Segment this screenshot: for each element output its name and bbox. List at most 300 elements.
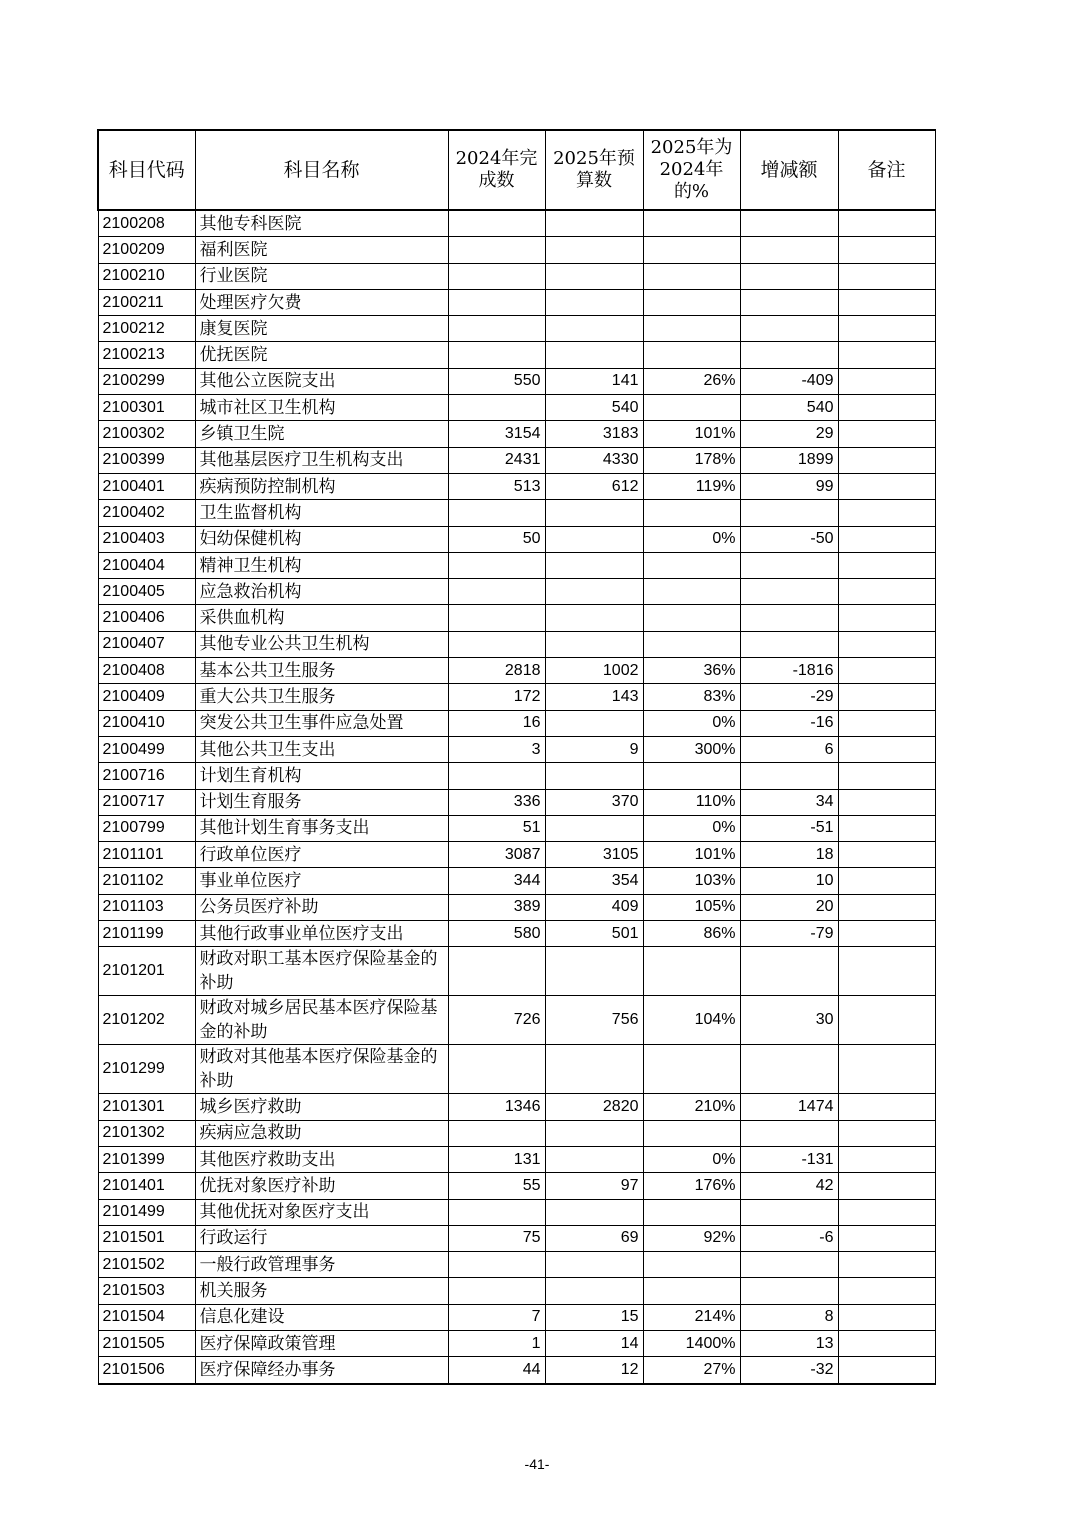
- cell-actual-2024: 131: [448, 1146, 545, 1172]
- cell-ratio: 83%: [643, 684, 740, 710]
- cell-code: 2100799: [98, 815, 195, 841]
- cell-budget-2025: [545, 710, 643, 736]
- cell-budget-2025: 612: [545, 473, 643, 499]
- cell-name: 城市社区卫生机构: [195, 395, 448, 421]
- cell-name: 其他医疗救助支出: [195, 1146, 448, 1172]
- cell-ratio: 27%: [643, 1357, 740, 1384]
- cell-change: 29: [740, 421, 838, 447]
- cell-actual-2024: 344: [448, 868, 545, 894]
- cell-code: 2101504: [98, 1304, 195, 1330]
- table-row: [98, 552, 935, 578]
- cell-actual-2024: 16: [448, 710, 545, 736]
- table-row: [98, 342, 935, 368]
- table-row: [98, 947, 935, 996]
- cell-name: 重大公共卫生服务: [195, 684, 448, 710]
- cell-actual-2024: [448, 289, 545, 315]
- cell-name: 一般行政管理事务: [195, 1252, 448, 1278]
- table-row: [98, 1304, 935, 1330]
- cell-name: 优抚对象医疗补助: [195, 1173, 448, 1199]
- cell-change: [740, 1120, 838, 1146]
- cell-actual-2024: [448, 1120, 545, 1146]
- header-code: 科目代码: [98, 130, 195, 210]
- cell-name: 其他行政事业单位医疗支出: [195, 921, 448, 947]
- cell-code: 2100301: [98, 395, 195, 421]
- cell-actual-2024: 580: [448, 921, 545, 947]
- cell-budget-2025: [545, 763, 643, 789]
- cell-remark: [838, 263, 935, 289]
- cell-remark: [838, 894, 935, 920]
- cell-actual-2024: [448, 1252, 545, 1278]
- cell-code: 2101506: [98, 1357, 195, 1384]
- table-row: [98, 710, 935, 736]
- cell-remark: [838, 421, 935, 447]
- table-row: [98, 605, 935, 631]
- cell-actual-2024: [448, 605, 545, 631]
- cell-actual-2024: 1: [448, 1330, 545, 1356]
- cell-code: 2101499: [98, 1199, 195, 1225]
- cell-budget-2025: [545, 500, 643, 526]
- cell-budget-2025: 69: [545, 1225, 643, 1251]
- cell-ratio: 0%: [643, 815, 740, 841]
- cell-budget-2025: [545, 552, 643, 578]
- cell-ratio: [643, 763, 740, 789]
- cell-actual-2024: [448, 552, 545, 578]
- cell-code: 2100408: [98, 658, 195, 684]
- cell-remark: [838, 526, 935, 552]
- table-row: [98, 894, 935, 920]
- cell-change: 42: [740, 1173, 838, 1199]
- cell-budget-2025: 9: [545, 736, 643, 762]
- cell-change: -29: [740, 684, 838, 710]
- cell-code: 2100409: [98, 684, 195, 710]
- cell-code: 2101101: [98, 842, 195, 868]
- table-row: [98, 1357, 935, 1384]
- header-name: 科目名称: [195, 130, 448, 210]
- cell-remark: [838, 447, 935, 473]
- cell-name: 计划生育机构: [195, 763, 448, 789]
- cell-code: 2101302: [98, 1120, 195, 1146]
- cell-name: 其他公共卫生支出: [195, 736, 448, 762]
- cell-code: 2100499: [98, 736, 195, 762]
- table-row: [98, 473, 935, 499]
- cell-actual-2024: 51: [448, 815, 545, 841]
- cell-actual-2024: [448, 316, 545, 342]
- cell-change: [740, 237, 838, 263]
- cell-remark: [838, 1146, 935, 1172]
- cell-name: 财政对城乡居民基本医疗保险基金的补助: [195, 996, 448, 1045]
- table-row: [98, 763, 935, 789]
- cell-remark: [838, 1094, 935, 1120]
- cell-actual-2024: 513: [448, 473, 545, 499]
- cell-name: 其他基层医疗卫生机构支出: [195, 447, 448, 473]
- cell-name: 精神卫生机构: [195, 552, 448, 578]
- cell-budget-2025: [545, 526, 643, 552]
- cell-change: [740, 1199, 838, 1225]
- cell-code: 2100405: [98, 579, 195, 605]
- table-row: [98, 526, 935, 552]
- cell-change: [740, 1252, 838, 1278]
- table-row: [98, 500, 935, 526]
- cell-ratio: [643, 579, 740, 605]
- cell-name: 福利医院: [195, 237, 448, 263]
- cell-change: 8: [740, 1304, 838, 1330]
- cell-ratio: 86%: [643, 921, 740, 947]
- cell-remark: [838, 1199, 935, 1225]
- cell-name: 其他专科医院: [195, 210, 448, 237]
- cell-code: 2101199: [98, 921, 195, 947]
- cell-change: [740, 631, 838, 657]
- cell-ratio: [643, 395, 740, 421]
- cell-change: -79: [740, 921, 838, 947]
- cell-remark: [838, 631, 935, 657]
- cell-change: [740, 605, 838, 631]
- cell-name: 医疗保障经办事务: [195, 1357, 448, 1384]
- table-row: [98, 921, 935, 947]
- cell-name: 突发公共卫生事件应急处置: [195, 710, 448, 736]
- cell-budget-2025: [545, 1120, 643, 1146]
- cell-budget-2025: [545, 237, 643, 263]
- cell-name: 财政对其他基本医疗保险基金的补助: [195, 1045, 448, 1094]
- table-row: [98, 1045, 935, 1094]
- cell-ratio: [643, 263, 740, 289]
- cell-name: 处理医疗欠费: [195, 289, 448, 315]
- cell-name: 妇幼保健机构: [195, 526, 448, 552]
- cell-ratio: 103%: [643, 868, 740, 894]
- cell-budget-2025: [545, 316, 643, 342]
- cell-name: 乡镇卫生院: [195, 421, 448, 447]
- cell-budget-2025: [545, 1045, 643, 1094]
- cell-budget-2025: [545, 210, 643, 237]
- table-row: [98, 815, 935, 841]
- cell-name: 其他专业公共卫生机构: [195, 631, 448, 657]
- cell-name: 应急救治机构: [195, 579, 448, 605]
- cell-name: 行业医院: [195, 263, 448, 289]
- cell-remark: [838, 684, 935, 710]
- cell-name: 基本公共卫生服务: [195, 658, 448, 684]
- cell-name: 行政单位医疗: [195, 842, 448, 868]
- cell-ratio: [643, 316, 740, 342]
- cell-name: 事业单位医疗: [195, 868, 448, 894]
- cell-actual-2024: [448, 947, 545, 996]
- cell-change: 1899: [740, 447, 838, 473]
- cell-budget-2025: 354: [545, 868, 643, 894]
- cell-name: 行政运行: [195, 1225, 448, 1251]
- cell-name: 信息化建设: [195, 1304, 448, 1330]
- cell-ratio: [643, 1045, 740, 1094]
- cell-code: 2100402: [98, 500, 195, 526]
- cell-remark: [838, 1225, 935, 1251]
- cell-remark: [838, 815, 935, 841]
- cell-code: 2100212: [98, 316, 195, 342]
- cell-name: 其他优抚对象医疗支出: [195, 1199, 448, 1225]
- cell-code: 2100717: [98, 789, 195, 815]
- cell-change: 20: [740, 894, 838, 920]
- cell-actual-2024: 2818: [448, 658, 545, 684]
- cell-change: [740, 210, 838, 237]
- cell-change: -1816: [740, 658, 838, 684]
- cell-ratio: [643, 1252, 740, 1278]
- table-row: [98, 996, 935, 1045]
- cell-change: [740, 552, 838, 578]
- cell-change: -16: [740, 710, 838, 736]
- cell-name: 采供血机构: [195, 605, 448, 631]
- table-row: [98, 237, 935, 263]
- cell-code: 2100399: [98, 447, 195, 473]
- cell-change: [740, 763, 838, 789]
- cell-ratio: 119%: [643, 473, 740, 499]
- cell-ratio: [643, 237, 740, 263]
- cell-code: 2101401: [98, 1173, 195, 1199]
- table-row: [98, 1146, 935, 1172]
- header-change: 增减额: [740, 130, 838, 210]
- cell-budget-2025: [545, 263, 643, 289]
- cell-budget-2025: [545, 1278, 643, 1304]
- table-row: [98, 1278, 935, 1304]
- cell-remark: [838, 868, 935, 894]
- cell-actual-2024: 389: [448, 894, 545, 920]
- cell-budget-2025: [545, 579, 643, 605]
- cell-budget-2025: 15: [545, 1304, 643, 1330]
- cell-remark: [838, 342, 935, 368]
- cell-actual-2024: 75: [448, 1225, 545, 1251]
- cell-code: 2101399: [98, 1146, 195, 1172]
- table-row: [98, 1252, 935, 1278]
- cell-code: 2100302: [98, 421, 195, 447]
- table-row: [98, 868, 935, 894]
- cell-ratio: [643, 342, 740, 368]
- cell-remark: [838, 579, 935, 605]
- cell-ratio: 0%: [643, 526, 740, 552]
- cell-ratio: 176%: [643, 1173, 740, 1199]
- cell-remark: [838, 1173, 935, 1199]
- cell-code: 2100211: [98, 289, 195, 315]
- cell-budget-2025: [545, 631, 643, 657]
- table-row: [98, 842, 935, 868]
- cell-ratio: 178%: [643, 447, 740, 473]
- cell-change: [740, 1045, 838, 1094]
- cell-code: 2101201: [98, 947, 195, 996]
- cell-remark: [838, 710, 935, 736]
- cell-actual-2024: [448, 395, 545, 421]
- cell-ratio: 110%: [643, 789, 740, 815]
- cell-name: 医疗保障政策管理: [195, 1330, 448, 1356]
- cell-actual-2024: 44: [448, 1357, 545, 1384]
- cell-remark: [838, 658, 935, 684]
- cell-remark: [838, 289, 935, 315]
- cell-code: 2101503: [98, 1278, 195, 1304]
- cell-ratio: [643, 1278, 740, 1304]
- cell-ratio: [643, 605, 740, 631]
- table-row: [98, 658, 935, 684]
- cell-remark: [838, 1330, 935, 1356]
- cell-ratio: 104%: [643, 996, 740, 1045]
- cell-actual-2024: [448, 1199, 545, 1225]
- cell-name: 疾病应急救助: [195, 1120, 448, 1146]
- budget-table: [97, 129, 936, 1385]
- cell-code: 2101299: [98, 1045, 195, 1094]
- cell-remark: [838, 921, 935, 947]
- cell-budget-2025: 756: [545, 996, 643, 1045]
- cell-budget-2025: 501: [545, 921, 643, 947]
- cell-code: 2100403: [98, 526, 195, 552]
- cell-ratio: [643, 1199, 740, 1225]
- cell-actual-2024: [448, 763, 545, 789]
- cell-change: [740, 947, 838, 996]
- table-row: [98, 631, 935, 657]
- cell-ratio: 36%: [643, 658, 740, 684]
- cell-code: 2100407: [98, 631, 195, 657]
- cell-ratio: 300%: [643, 736, 740, 762]
- cell-remark: [838, 1045, 935, 1094]
- cell-name: 财政对职工基本医疗保险基金的补助: [195, 947, 448, 996]
- cell-name: 计划生育服务: [195, 789, 448, 815]
- table-row: [98, 579, 935, 605]
- cell-remark: [838, 316, 935, 342]
- cell-ratio: 101%: [643, 842, 740, 868]
- cell-remark: [838, 605, 935, 631]
- cell-ratio: 210%: [643, 1094, 740, 1120]
- cell-budget-2025: [545, 1146, 643, 1172]
- cell-ratio: 0%: [643, 1146, 740, 1172]
- cell-code: 2101202: [98, 996, 195, 1045]
- cell-name: 机关服务: [195, 1278, 448, 1304]
- cell-actual-2024: [448, 631, 545, 657]
- cell-change: [740, 500, 838, 526]
- cell-change: [740, 1278, 838, 1304]
- cell-ratio: [643, 947, 740, 996]
- cell-name: 康复医院: [195, 316, 448, 342]
- cell-actual-2024: [448, 500, 545, 526]
- cell-change: [740, 263, 838, 289]
- cell-actual-2024: 3154: [448, 421, 545, 447]
- cell-remark: [838, 1252, 935, 1278]
- cell-budget-2025: 14: [545, 1330, 643, 1356]
- cell-code: 2100401: [98, 473, 195, 499]
- cell-actual-2024: 172: [448, 684, 545, 710]
- cell-ratio: 101%: [643, 421, 740, 447]
- table-row: [98, 368, 935, 394]
- cell-remark: [838, 395, 935, 421]
- cell-change: -50: [740, 526, 838, 552]
- cell-actual-2024: 726: [448, 996, 545, 1045]
- header-ratio: 2025年为2024年的%: [643, 130, 740, 210]
- cell-remark: [838, 368, 935, 394]
- cell-budget-2025: 540: [545, 395, 643, 421]
- table-row: [98, 736, 935, 762]
- cell-change: [740, 579, 838, 605]
- cell-remark: [838, 1304, 935, 1330]
- cell-code: 2101102: [98, 868, 195, 894]
- cell-actual-2024: 1346: [448, 1094, 545, 1120]
- cell-budget-2025: [545, 1252, 643, 1278]
- cell-name: 优抚医院: [195, 342, 448, 368]
- cell-remark: [838, 1278, 935, 1304]
- cell-budget-2025: 141: [545, 368, 643, 394]
- cell-ratio: 1400%: [643, 1330, 740, 1356]
- table-row: [98, 447, 935, 473]
- cell-code: 2101103: [98, 894, 195, 920]
- cell-actual-2024: 55: [448, 1173, 545, 1199]
- cell-code: 2100209: [98, 237, 195, 263]
- cell-change: 540: [740, 395, 838, 421]
- cell-budget-2025: [545, 342, 643, 368]
- cell-code: 2100213: [98, 342, 195, 368]
- cell-change: 34: [740, 789, 838, 815]
- cell-code: 2100716: [98, 763, 195, 789]
- cell-budget-2025: 3105: [545, 842, 643, 868]
- table-row: [98, 1173, 935, 1199]
- cell-budget-2025: 370: [545, 789, 643, 815]
- cell-change: 13: [740, 1330, 838, 1356]
- table-header: [98, 130, 935, 210]
- cell-budget-2025: 2820: [545, 1094, 643, 1120]
- table-row: [98, 789, 935, 815]
- cell-budget-2025: 143: [545, 684, 643, 710]
- cell-actual-2024: 50: [448, 526, 545, 552]
- table-row: [98, 1225, 935, 1251]
- table-row: [98, 421, 935, 447]
- cell-name: 疾病预防控制机构: [195, 473, 448, 499]
- table-row: [98, 210, 935, 237]
- cell-ratio: [643, 210, 740, 237]
- cell-ratio: 105%: [643, 894, 740, 920]
- cell-remark: [838, 736, 935, 762]
- cell-remark: [838, 947, 935, 996]
- cell-code: 2100404: [98, 552, 195, 578]
- cell-remark: [838, 1120, 935, 1146]
- cell-change: 99: [740, 473, 838, 499]
- table-row: [98, 1094, 935, 1120]
- cell-remark: [838, 473, 935, 499]
- cell-change: [740, 316, 838, 342]
- cell-actual-2024: 3: [448, 736, 545, 762]
- cell-actual-2024: [448, 210, 545, 237]
- cell-actual-2024: 2431: [448, 447, 545, 473]
- table-row: [98, 1120, 935, 1146]
- cell-code: 2100210: [98, 263, 195, 289]
- cell-remark: [838, 210, 935, 237]
- cell-remark: [838, 500, 935, 526]
- cell-remark: [838, 1357, 935, 1384]
- cell-actual-2024: [448, 1278, 545, 1304]
- cell-ratio: [643, 500, 740, 526]
- cell-ratio: 0%: [643, 710, 740, 736]
- cell-actual-2024: [448, 237, 545, 263]
- table-row: [98, 1199, 935, 1225]
- cell-code: 2100410: [98, 710, 195, 736]
- cell-budget-2025: 12: [545, 1357, 643, 1384]
- cell-remark: [838, 996, 935, 1045]
- cell-code: 2100208: [98, 210, 195, 237]
- cell-budget-2025: [545, 815, 643, 841]
- cell-ratio: [643, 289, 740, 315]
- cell-change: 10: [740, 868, 838, 894]
- cell-budget-2025: 409: [545, 894, 643, 920]
- cell-budget-2025: [545, 947, 643, 996]
- cell-name: 其他公立医院支出: [195, 368, 448, 394]
- cell-change: [740, 342, 838, 368]
- page-number: -41-: [524, 1456, 550, 1472]
- cell-code: 2101301: [98, 1094, 195, 1120]
- header-actual-2024: 2024年完成数: [448, 130, 545, 210]
- cell-budget-2025: 3183: [545, 421, 643, 447]
- table-row: [98, 263, 935, 289]
- cell-ratio: [643, 1120, 740, 1146]
- cell-name: 城乡医疗救助: [195, 1094, 448, 1120]
- cell-change: 30: [740, 996, 838, 1045]
- cell-budget-2025: [545, 605, 643, 631]
- cell-actual-2024: 7: [448, 1304, 545, 1330]
